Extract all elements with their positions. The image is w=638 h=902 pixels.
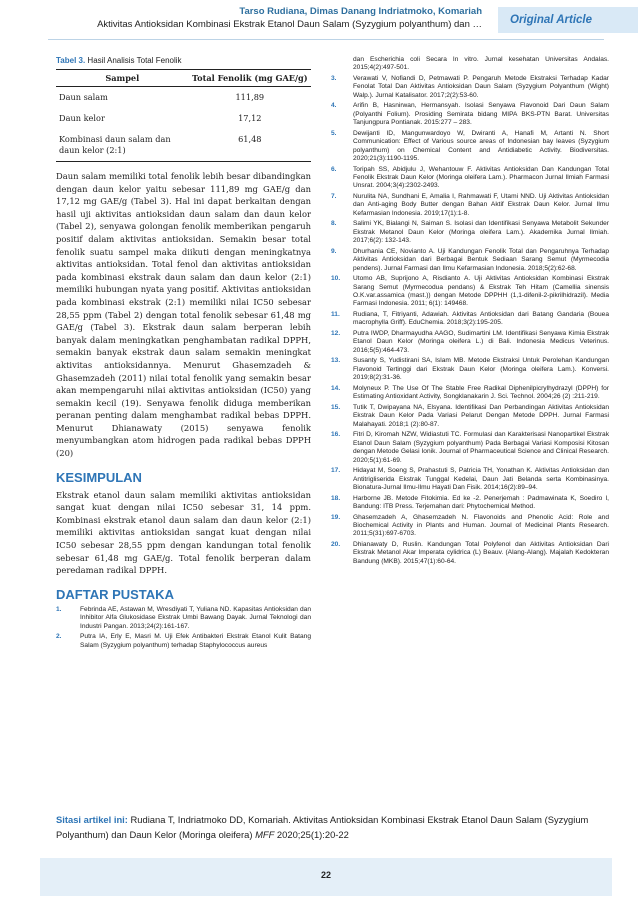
reference-text: Hidayat M, Soeng S, Prahastuti S, Patricia TH, Yonathan K. Aktivitas Antioksidan dan Antitrigliserida Ekstrak Tunggal Kedelai, Daun Jati Belanda serta Kombinasinya. Bionatura-Jurnal Ilmu-Ilmu Hayati Dan Fisik. 2014;16(2):89–94. bbox=[353, 467, 609, 491]
header-running-title: Aktivitas Antioksidan Kombinasi Ekstrak Etanol Daun Salam (Syzygium polyanthum) dan … bbox=[97, 19, 482, 30]
table-header-row bbox=[56, 70, 311, 87]
reference-number: 8. bbox=[331, 220, 337, 228]
discussion-paragraph: Daun salam memiliki total fenolik lebih besar dibandingkan dengan daun kelor yaitu sebesar 111,89 mg GAE/g dan 17,12 mg GAE/g (Tabel 3). Hal ini dapat berkaitan dengan hasil uji aktivitas antioksidan daun salam dan daun kelor (Tabel 2), senyawa golongan fenolik memberikan pengaruh positif dalam aktivitas antioksidan. Semakin besar total fenolik suatu sampel maka diikuti dengan meningkatnya aktivitas antioksidan. Total fenol dan aktivitas antioksidan pada kombinasi ekstrak daun salam dan daun kelor (2:1) memiliki hubungan nyata yang positif. Aktivitas antioksidan pada kombinasi ekstrak (2:1) memiliki nilai IC50 sebesar 28,55 ppm (Tabel 2) dengan total fenolik sebesar 61,48 mg GAE/g (Tabel 3). Ekstrak daun salam berperan lebih banyak dalam meningkatkan penghambatan radikal DPPH, semakin banyak ekstrak daun salam semakin meningkat aktivitas antioksidannya. Menurut Ghasemzadeh & Ghasemzadeh (2011) nilai total fenolik yang semakin besar akan mempengaruhi nilai aktivitas antioksidan (IC50) yang semakin kecil (19). Senyawa fenolik diduga memberikan peranan penting dalam menghambat radikal bebas DPPH. Menurut Dhianawaty (2015) senyawa fenolik menyumbangkan atom hidrogen pada radikal bebas DPPH (20) bbox=[56, 171, 311, 459]
reference-text: Dewijanti ID, Mangunwardoyo W, Dwiranti A, Hanafi M, Artanti N. Short Communication: Effect of Various source areas of Indonesian bay leaves (Syzygium polyanthum) on Chemical Content and Antidiabetic Activity. Biodiversitas. 2020;21(3):1190-1195. bbox=[353, 129, 609, 163]
header-divider bbox=[48, 39, 604, 40]
table-row bbox=[56, 129, 311, 162]
reference-text: Dhurhania CE, Novianto A. Uji Kandungan Fenolik Total dan Pengaruhnya Terhadap Aktivitas Antioksidan dari Berbagai Bentuk Sediaan Sarang Semut (Myrmecodia pendens). Jurnal Farmasi dan Ilmu Kefarmasian Indonesia. 2018;5(2):62-68. bbox=[353, 247, 609, 272]
reference-number: 7. bbox=[331, 193, 337, 201]
reference-text: Toripah SS, Abidjulu J, Wehantouw F. Aktivitas Antioksidan Dan Kandungan Total Fenolik Ekstrak Daun Kelor (Moringa oleifera Lam.). Pharmacon Jurnal Ilmiah Farmasi Unsrat. 2004;3(4):2302-2493. bbox=[353, 165, 609, 190]
reference-item bbox=[331, 193, 609, 218]
reference-item bbox=[331, 75, 609, 100]
footer-band bbox=[40, 858, 612, 896]
left-column bbox=[56, 56, 311, 652]
reference-item bbox=[331, 220, 609, 245]
reference-item bbox=[331, 431, 609, 465]
citation-block bbox=[56, 813, 611, 842]
table-header-phenolic: Total Fenolik (mg GAE/g) bbox=[189, 70, 311, 87]
table-cell-value: 111,89 bbox=[235, 92, 265, 102]
reference-item bbox=[331, 275, 609, 309]
table-caption-text: Hasil Analisis Total Fenolik bbox=[85, 56, 182, 65]
reference-text: Putra IA, Erly E, Masri M. Uji Efek Antibakteri Ekstrak Etanol Kulit Batang Salam (Syzygium polyanthum) terhadap Staphylococcus aureus bbox=[80, 633, 311, 649]
reference-item bbox=[331, 130, 609, 164]
reference-text: Ghasemzadeh A, Ghasemzadeh N. Flavonoids and Phenolic Acid: Role and Biochemical Activity in Plants and Human. Journal of Medicinal Plants Research. 2011;5(31):697-6703. bbox=[353, 513, 609, 538]
reference-number: 1. bbox=[56, 605, 62, 613]
reference-number: 3. bbox=[331, 75, 337, 82]
reference-number: 17. bbox=[331, 467, 341, 475]
reference-text: dan Escherichia coli Secara In vitro. Jurnal kesehatan Universitas Andalas. 2015;4(2):497-501. bbox=[353, 56, 609, 72]
citation-label: Sitasi artikel ini: bbox=[56, 814, 128, 825]
reference-number: 4. bbox=[331, 102, 337, 110]
reference-item bbox=[56, 606, 311, 631]
reference-text: Molyneux P. The Use Of The Stable Free Radikal Diphenilpicrylhydrazyl (DPPH) for Estimating Antioxidant Activity, Songklanakarin J. Sci. Technol. 2004;26 (2) :211-219. bbox=[353, 384, 609, 401]
citation-text: Rudiana T, Indriatmoko DD, Komariah. Aktivitas Antioksidan Kombinasi Ekstrak Etanol Daun Salam (Syzygium Polyanthum) dan Daun Kelor (Moringa oleifera) bbox=[56, 814, 589, 840]
reference-list-right bbox=[331, 56, 609, 566]
reference-text: Rudiana, T, Fitriyanti, Adawiah. Aktivitas Antioksidan dari Batang Gandaria (Bouea macrophylla Griff). EduChemia. 2018;3(2):195-205. bbox=[353, 311, 609, 327]
reference-number: 10. bbox=[331, 275, 341, 283]
right-column bbox=[331, 56, 609, 568]
page-number: 22 bbox=[320, 870, 331, 880]
reference-number: 14. bbox=[331, 384, 341, 392]
reference-item bbox=[56, 633, 311, 650]
reference-item bbox=[331, 514, 609, 539]
reference-text: Putra IWDP, Dharmayudha AAGO, Sudimartini LM. Identifikasi Senyawa Kimia Ekstrak Etanol Daun Kelor (Moringa oleifera L.) di Bali. Indonesia Medicus Veterinus. 2016;5(5):464-473. bbox=[353, 330, 609, 354]
total-phenolic-table bbox=[56, 69, 311, 162]
reference-text: Verawati V, Nofiandi D, Petmawati P. Pengaruh Metode Ekstraksi Terhadap Kadar Fenolat Total Dan Aktivitas Antioksidan Daun Salam (Syzygium Polyanthum (Wight) Walp.). Jurnal Katalisator. 2017;2(2):53-60. bbox=[353, 75, 609, 99]
reference-number: 18. bbox=[331, 494, 341, 502]
reference-item bbox=[331, 330, 609, 355]
reference-item bbox=[331, 385, 609, 402]
reference-number: 13. bbox=[331, 357, 341, 365]
reference-text: Arifin B, Hasnirwan, Hermansyah. Isolasi Senyawa Flavonoid Dari Daun Salam (Polyanthi Folium). Prosiding Semirata bidang MIPA BKS-PTN Barat. Universitas Tanjungpura Pontianak. 2015:277 – 283. bbox=[353, 102, 609, 127]
reference-item bbox=[331, 166, 609, 191]
reference-item bbox=[331, 495, 609, 512]
reference-item bbox=[331, 357, 609, 382]
reference-number: 5. bbox=[331, 129, 337, 137]
reference-item bbox=[331, 248, 609, 273]
article-type-badge: Original Article bbox=[498, 7, 638, 33]
reference-text: Febrinda AE, Astawan M, Wresdiyati T, Yuliana ND. Kapasitas Antioksidan dan Inhibitor Alfa Glukosidase Ekstrak Umbi Bawang Dayak. Jurnal Teknologi dan Industri Pangan. 2013;24(2):161-167. bbox=[80, 605, 311, 630]
reference-item bbox=[331, 56, 609, 73]
reference-number: 15. bbox=[331, 403, 341, 411]
header-authors: Tarso Rudiana, Dimas Danang Indriatmoko, Komariah bbox=[239, 6, 482, 17]
reference-number: 16. bbox=[331, 431, 341, 439]
table-row bbox=[56, 87, 311, 109]
citation-tail: 2020;25(1):20-22 bbox=[274, 828, 349, 840]
table-caption bbox=[56, 56, 311, 65]
reference-item bbox=[331, 102, 609, 127]
reference-text: Utomo AB, Suprijono A, Risdianto A. Uji Aktivitas Antioksidan Kombinasi Ekstrak Sarang Semut (Myrmecodua pendans) & Ekstrak Teh Hitam (Camellia sinensis O.K.var.assamica (mast.)) dengan Metode DPPHH (1,1-difenil-2-pikrilhidrazil). Media Farmasi Indonesia. 2011; 6(1): 149468. bbox=[353, 275, 609, 308]
kesimpulan-paragraph: Ekstrak etanol daun salam memiliki aktivitas antioksidan sangat kuat dengan nilai IC50 sebesar 31, 14 ppm. Kombinasi ekstrak etanol daun salam dan daun kelor (2:1) memiliki aktivitas antioksidan sangat kuat dengan nilai IC50 sebesar 28,55 ppm dengan kandungan total fenolik sebesar 61,48 mg GAE/g. Total fenolik berperan dalam peredaman radikal DPPH. bbox=[56, 489, 311, 576]
reference-text: Salimi YK, Bialangi N, Saiman S. Isolasi dan Identifikasi Senyawa Metabolit Sekunder Ekstrak Metanol Daun Kelor (Moringa oleifera Lam.). Akademika Jurnal Ilmiah. 2017;6(2): 132-143. bbox=[353, 220, 609, 245]
table-cell-sample: Daun kelor bbox=[59, 113, 105, 123]
reference-item bbox=[331, 467, 609, 492]
reference-number: 11. bbox=[331, 311, 340, 319]
table-cell-value: 61,48 bbox=[189, 129, 311, 162]
table-caption-label: Tabel 3. bbox=[56, 56, 86, 65]
reference-number: 19. bbox=[331, 513, 341, 521]
citation-journal: MFF bbox=[255, 828, 275, 840]
reference-text: Susanty S, Yudistirani SA, Islam MB. Metode Ekstraksi Untuk Perolehan Kandungan Flavonoid Tertinggi dari Ekstrak Daun Kelor (Moringa oleifera Lam.). Konversi. 2019;8(2):31-36. bbox=[353, 357, 609, 382]
reference-item bbox=[331, 311, 609, 328]
reference-number: 2. bbox=[56, 633, 62, 641]
reference-number: 9. bbox=[331, 247, 337, 255]
table-cell-value: 17,12 bbox=[238, 113, 262, 123]
reference-text: Dhianawaty D, Ruslin. Kandungan Total Polyfenol dan Aktivitas Antioksidan Dari Ekstrak Metanol Akar Imperata cylidrica (L) Beauv. (Alang-Alang). Majalah Kedokteran Bandung (MKB). 2015;47(1):60-64. bbox=[353, 540, 609, 565]
reference-text: Tutik T, Dwipayana NA, Elsyana. Identifikasi Dan Perbandingan Aktivitas Antioksidan Ekstrak Daun Kelor Pada Variasi Pelarut Dengan Metode DPPH. Jurnal Farmasi Malahayati. 2018;1 (2):80-87. bbox=[353, 403, 609, 428]
reference-item bbox=[331, 541, 609, 566]
reference-item bbox=[331, 404, 609, 429]
daftar-pustaka-heading: DAFTAR PUSTAKA bbox=[56, 586, 174, 602]
reference-text: Harborne JB. Metode Fitokimia. Ed ke -2. Penerjemah : Padmawinata K, Soediro I, Bandung: ITB Press. Terjemahan dari: Phytochemical Method. bbox=[353, 494, 609, 510]
page-header bbox=[0, 4, 638, 34]
table-cell-sample: Daun salam bbox=[59, 92, 108, 102]
table-cell-sample: Kombinasi daun salam dan daun kelor (2:1) bbox=[56, 129, 189, 162]
kesimpulan-heading: KESIMPULAN bbox=[56, 469, 142, 485]
reference-number: 6. bbox=[331, 165, 337, 173]
reference-number: 20. bbox=[331, 540, 341, 548]
table-header-sample: Sampel bbox=[56, 70, 189, 87]
reference-number: 12. bbox=[331, 330, 341, 338]
reference-list-left bbox=[56, 606, 311, 650]
reference-text: Nurulita NA, Sundhani E, Amalia I, Rahmawati F, Utami NND. Uji Aktivitas Antioksidan dan Anti-aging Body Butter dengan Bahan Aktif Ekstrak Daun Kelor. Jurnal Ilmu Kefarmasian Indonesia. 2019;17(1):1-8. bbox=[353, 193, 609, 217]
table-row bbox=[56, 108, 311, 129]
reference-text: Fitri D, Kiromah NZW, Widiastuti TC. Formulasi dan Karakterisasi Nanopartikel Ekstrak Etanol Daun Salam (Syzygium polyanthum) Pada Berbagai Variasi Komposisi Kitosan dengan Metode Gelasi Ionik. Journal of Pharmaceutical Science and Clinical Research. 2020;5(1):61-69. bbox=[353, 431, 609, 464]
